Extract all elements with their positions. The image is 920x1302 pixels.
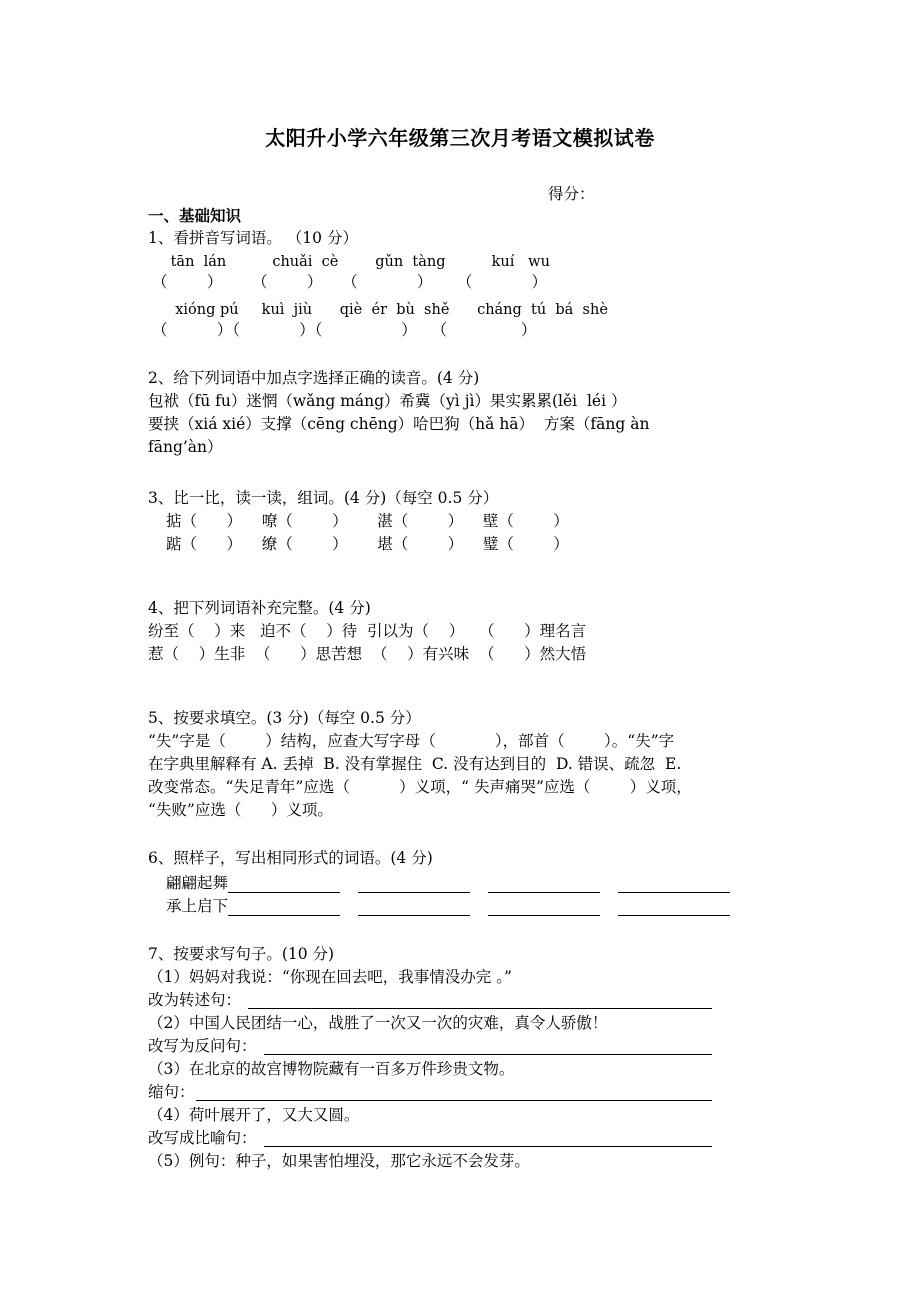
question-4-row-2[interactable]: 惹（ ）生非 （ ）思苦想 （ ）有兴味 （ ）然大悟 <box>148 645 587 663</box>
question-7-answer-line-3[interactable] <box>196 1100 712 1101</box>
question-7-item-2: （2）中国人民团结一心，战胜了一次又一次的灾难，真令人骄傲！ <box>148 1014 608 1032</box>
question-7-answer-line-1[interactable] <box>248 1008 712 1009</box>
question-3-row-2[interactable]: 踮（ ） 缭（ ） 堪（ ） 璧（ ） <box>166 535 569 553</box>
question-6-blank[interactable] <box>488 900 600 916</box>
question-6-blank[interactable] <box>488 877 600 893</box>
question-1-blanks-row-1[interactable]: （ ） （ ） （ ） （ ） <box>152 273 547 291</box>
question-4-row-1[interactable]: 纷至（ ）来 迫不（ ）待 引以为（ ） （ ）理名言 <box>148 622 587 640</box>
question-6-blank[interactable] <box>358 900 470 916</box>
question-3-row-1[interactable]: 掂（ ） 嘹（ ） 湛（ ） 壁（ ） <box>166 512 569 530</box>
question-6-blank[interactable] <box>228 877 340 893</box>
question-5-prompt: 5、按要求填空。(3 分)（每空 0.5 分） <box>148 709 421 727</box>
question-7-answer-line-2[interactable] <box>264 1054 712 1055</box>
question-7-answer-line-4[interactable] <box>264 1146 712 1147</box>
question-5-line-1[interactable]: “失”字是（ ）结构，应查大写字母（ ），部首（ ）。“失”字 <box>148 732 675 750</box>
question-6-row-1-label: 翩翩起舞 <box>166 874 229 892</box>
question-1-pinyin-row-1: tān lán chuǎi cè gǔn tàng kuí wu <box>166 254 550 270</box>
question-3-prompt: 3、比一比，读一读，组词。(4 分)（每空 0.5 分） <box>148 489 499 507</box>
question-2-prompt: 2、给下列词语中加点字选择正确的读音。(4 分) <box>148 369 480 387</box>
question-7-prompt: 7、按要求写句子。(10 分) <box>148 945 335 963</box>
question-5-line-3[interactable]: 改变常态。“失足青年”应选（ ）义项，“ 失声痛哭”应选（ ）义项， <box>148 778 692 796</box>
question-1-prompt: 1、看拼音写词语。 （10 分） <box>148 229 358 247</box>
question-4-prompt: 4、把下列词语补充完整。(4 分) <box>148 599 371 617</box>
question-6-blank[interactable] <box>618 877 730 893</box>
question-7-item-2-label: 改写为反问句： <box>148 1037 257 1055</box>
question-1-blanks-row-2[interactable]: （ ）（ ）（ ） （ ） <box>152 321 537 339</box>
question-2-line-2[interactable]: 要挟（xiá xié）支撑（cēng chēng）哈巴狗（hǎ hā） 方案（fāng àn <box>148 415 650 433</box>
question-6-blank[interactable] <box>228 900 340 916</box>
page-title: 太阳升小学六年级第三次月考语文模拟试卷 <box>265 126 655 150</box>
question-7-item-1-label: 改为转述句： <box>148 991 242 1009</box>
question-7-item-5: （5）例句：种子，如果害怕埋没，那它永远不会发芽。 <box>148 1152 530 1170</box>
question-1-pinyin-row-2: xióng pú kuì jiù qiè ér bù shě cháng tú bá shè <box>166 302 608 318</box>
question-6-row-2 <box>166 894 730 916</box>
question-6-row-1 <box>166 871 730 893</box>
question-7-item-1: （1）妈妈对我说：“你现在回去吧，我事情没办完 。” <box>148 968 512 986</box>
question-6-prompt: 6、照样子，写出相同形式的词语。(4 分) <box>148 849 433 867</box>
question-7-item-4: （4）荷叶展开了，又大又圆。 <box>148 1106 360 1124</box>
question-6-blank[interactable] <box>618 900 730 916</box>
score-label: 得分： <box>548 185 595 203</box>
question-7-item-3: （3）在北京的故宫博物院藏有一百多万件珍贵文物。 <box>148 1060 515 1078</box>
question-5-line-4[interactable]: “失败”应选（ ）义项。 <box>148 801 333 819</box>
question-7-item-4-label: 改写成比喻句： <box>148 1129 257 1147</box>
question-5-line-2: 在字典里解释有 A. 丢掉 B. 没有掌握住 C. 没有达到目的 D. 错误、疏忽 E. <box>148 755 682 773</box>
question-2-line-3[interactable]: fāng’àn） <box>148 438 223 456</box>
section-heading-basics: 一、基础知识 <box>148 206 242 225</box>
question-7-item-3-label: 缩句： <box>148 1083 195 1101</box>
question-2-line-1[interactable]: 包袱（fū fu）迷惘（wǎng máng）希冀（yì jì）果实累累(lěi léi ） <box>148 392 627 410</box>
question-6-row-2-label: 承上启下 <box>166 897 229 915</box>
question-6-blank[interactable] <box>358 877 470 893</box>
